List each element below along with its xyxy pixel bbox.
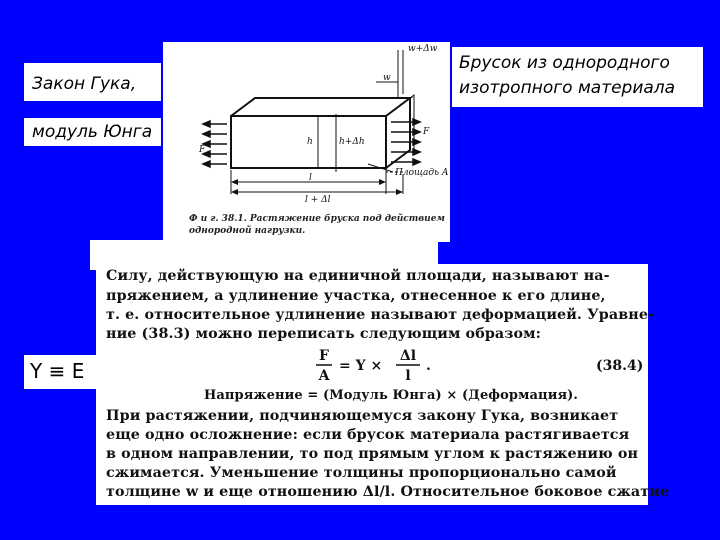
material-label-line1: Брусок из однородного <box>459 53 670 73</box>
eq-lhs-numerator: F <box>319 348 329 364</box>
text-line: еще одно осложнение: если брусок материала растягивается <box>106 427 630 443</box>
left-force-arrows <box>203 121 227 167</box>
eq-number: (38.4) <box>596 358 644 374</box>
text-line: пряжением, а удлинение участка, отнесенное к его длине, <box>106 288 606 304</box>
text-line: При растяжении, подчиняющемуся закону Гука, возникает <box>106 408 619 424</box>
text-line: ние (38.3) можно переписать следующим образом: <box>106 326 542 342</box>
text-line: т. е. относительное удлинение называют деформацией. Уравне- <box>106 307 655 323</box>
young-modulus-label: модуль Юнга <box>32 122 153 142</box>
figure-panel <box>163 42 450 242</box>
figure-caption-line1: Ф и г. 38.1. Растяжение бруска под действием <box>189 214 445 224</box>
eq-rhs-numerator: Δl <box>399 348 417 364</box>
label-w: w <box>383 73 391 83</box>
label-h-dh: h+Δh <box>339 137 365 147</box>
label-area: Площадь A <box>395 168 449 178</box>
label-w-dw: w+Δw <box>408 44 438 54</box>
modulus-label-box <box>24 118 161 146</box>
right-force-arrows <box>391 119 420 165</box>
eq-rhs-denominator: l <box>405 368 411 384</box>
label-l: l <box>309 173 312 183</box>
equation-38-4 <box>96 344 648 388</box>
bar-top-face <box>231 98 410 116</box>
eq-end: . <box>426 358 431 374</box>
label-f-left: F <box>199 145 206 155</box>
text-line: в одном направлении, то под прямым углом к растяжению он <box>106 446 639 462</box>
eq-lhs-denominator: A <box>318 368 330 384</box>
text-line: сжимается. Уменьшение толщины пропорционально самой <box>106 465 617 481</box>
eq-middle: = Y × <box>339 358 383 374</box>
scanned-text-block <box>96 264 670 505</box>
material-label-line2: изотропного материала <box>459 78 676 98</box>
bar-stretch-diagram <box>163 42 450 242</box>
figure-caption-line2: однородной нагрузки. <box>189 226 306 236</box>
word-equation: Напряжение = (Модуль Юнга) × (Деформация). <box>204 388 579 403</box>
material-label-box <box>452 47 703 107</box>
text-line: Силу, действующую на единичной площади, называют на- <box>106 268 610 284</box>
label-l-dl: l + Δl <box>305 195 331 205</box>
bar-side-face <box>386 98 410 168</box>
label-f-right: F <box>423 127 430 137</box>
text-line: толщине w и еще отношению Δl/l. Относительное боковое сжатие <box>106 484 670 500</box>
formula-label-box <box>24 355 99 389</box>
label-h: h <box>307 137 313 147</box>
formula-label: Y ≡ E <box>30 359 85 383</box>
title-label-box <box>24 63 161 101</box>
hooke-law-label: Закон Гука, <box>32 74 137 94</box>
